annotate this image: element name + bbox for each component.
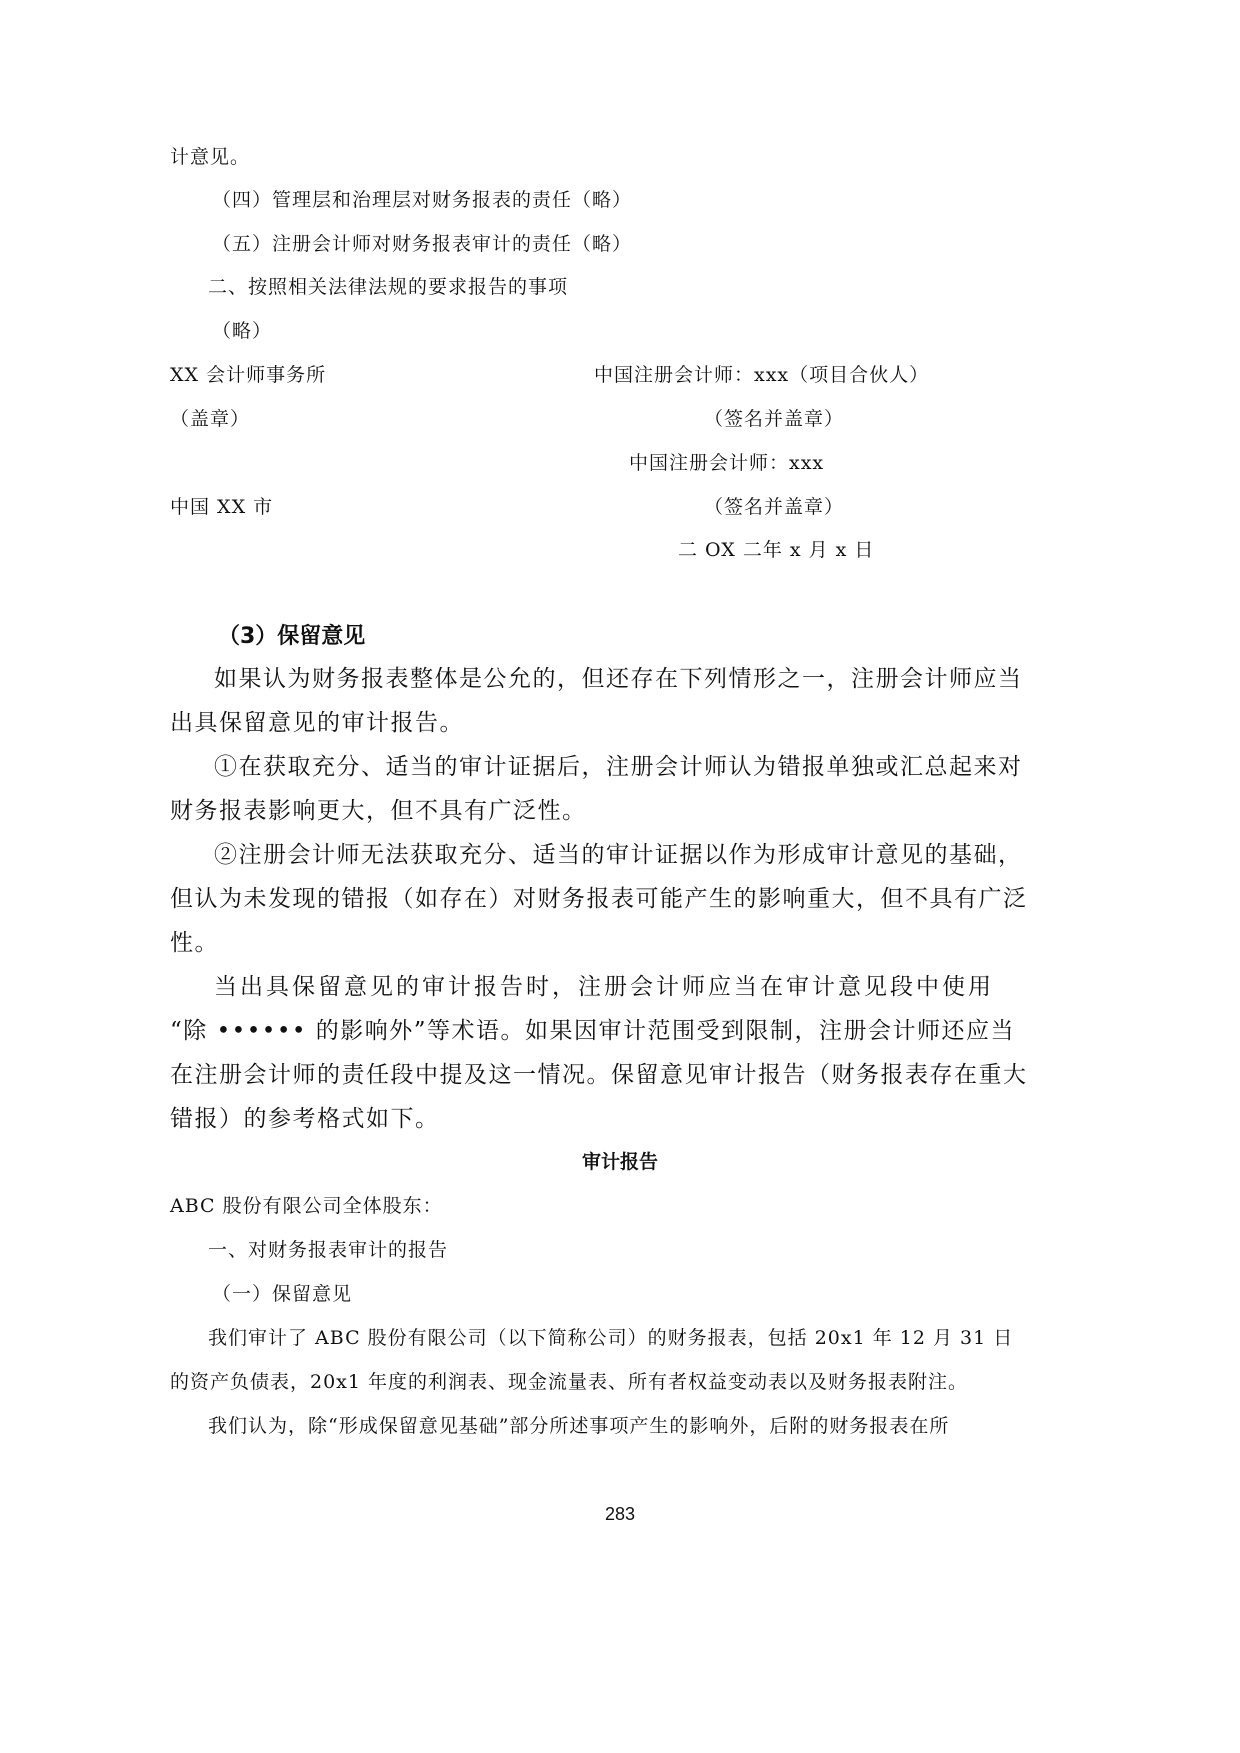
paragraph-line: 在注册会计师的责任段中提及这一情况。保留意见审计报告（财务报表存在重大 — [170, 1062, 1028, 1088]
item-four: （四）管理层和治理层对财务报表的责任（略） — [212, 189, 633, 211]
omitted-note: （略） — [212, 320, 273, 342]
paragraph-line: ①在获取充分、适当的审计证据后，注册会计师认为错报单独或汇总起来对 — [214, 754, 1023, 780]
continuation-line: 计意见。 — [170, 146, 251, 168]
paragraph-line: 但认为未发现的错报（如存在）对财务报表可能产生的影响重大，但不具有广泛 — [170, 886, 1028, 912]
cpa-partner: 中国注册会计师：xxx（项目合伙人） — [594, 364, 930, 386]
sign-and-seal-2: （签名并盖章） — [704, 496, 845, 518]
section-heading: （3）保留意见 — [218, 624, 366, 649]
paragraph-line: 出具保留意见的审计报告。 — [170, 710, 464, 736]
paragraph-line: 财务报表影响更大，但不具有广泛性。 — [170, 798, 587, 824]
paragraph-line: 如果认为财务报表整体是公允的，但还存在下列情形之一，注册会计师应当 — [214, 666, 1023, 692]
firm-seal: （盖章） — [170, 408, 251, 430]
city: 中国 XX 市 — [170, 496, 274, 518]
report-paragraph-line: 的资产负债表，20x1 年度的利润表、现金流量表、所有者权益变动表以及财务报表附注。 — [170, 1371, 969, 1393]
report-sub-one: （一）保留意见 — [212, 1283, 353, 1305]
sign-and-seal-1: （签名并盖章） — [704, 408, 845, 430]
report-title: 审计报告 — [581, 1151, 658, 1173]
paragraph-line: “除 •••••• 的影响外”等术语。如果因审计范围受到限制，注册会计师还应当 — [170, 1018, 1016, 1044]
report-section-one: 一、对财务报表审计的报告 — [208, 1239, 449, 1261]
report-paragraph-line: 我们认为，除“形成保留意见基础”部分所述事项产生的影响外，后附的财务报表在所 — [208, 1415, 950, 1437]
report-date: 二 OX 二年 x 月 x 日 — [678, 539, 875, 561]
item-five: （五）注册会计师对财务报表审计的责任（略） — [212, 233, 633, 255]
paragraph-line: 当出具保留意见的审计报告时，注册会计师应当在审计意见段中使用 — [214, 974, 994, 1000]
addressee: ABC 股份有限公司全体股东： — [170, 1195, 443, 1217]
cpa-second: 中国注册会计师：xxx — [629, 452, 825, 474]
firm-name: XX 会计师事务所 — [170, 364, 327, 386]
report-paragraph-line: 我们审计了 ABC 股份有限公司（以下简称公司）的财务报表，包括 20x1 年 12 月 31 日 — [208, 1327, 1014, 1349]
paragraph-line: 错报）的参考格式如下。 — [170, 1106, 440, 1132]
paragraph-line: ②注册会计师无法获取充分、适当的审计证据以作为形成审计意见的基础， — [214, 842, 1023, 868]
page-number: 283 — [604, 1504, 636, 1524]
paragraph-line: 性。 — [170, 930, 219, 956]
section-two: 二、按照相关法律法规的要求报告的事项 — [208, 276, 569, 298]
